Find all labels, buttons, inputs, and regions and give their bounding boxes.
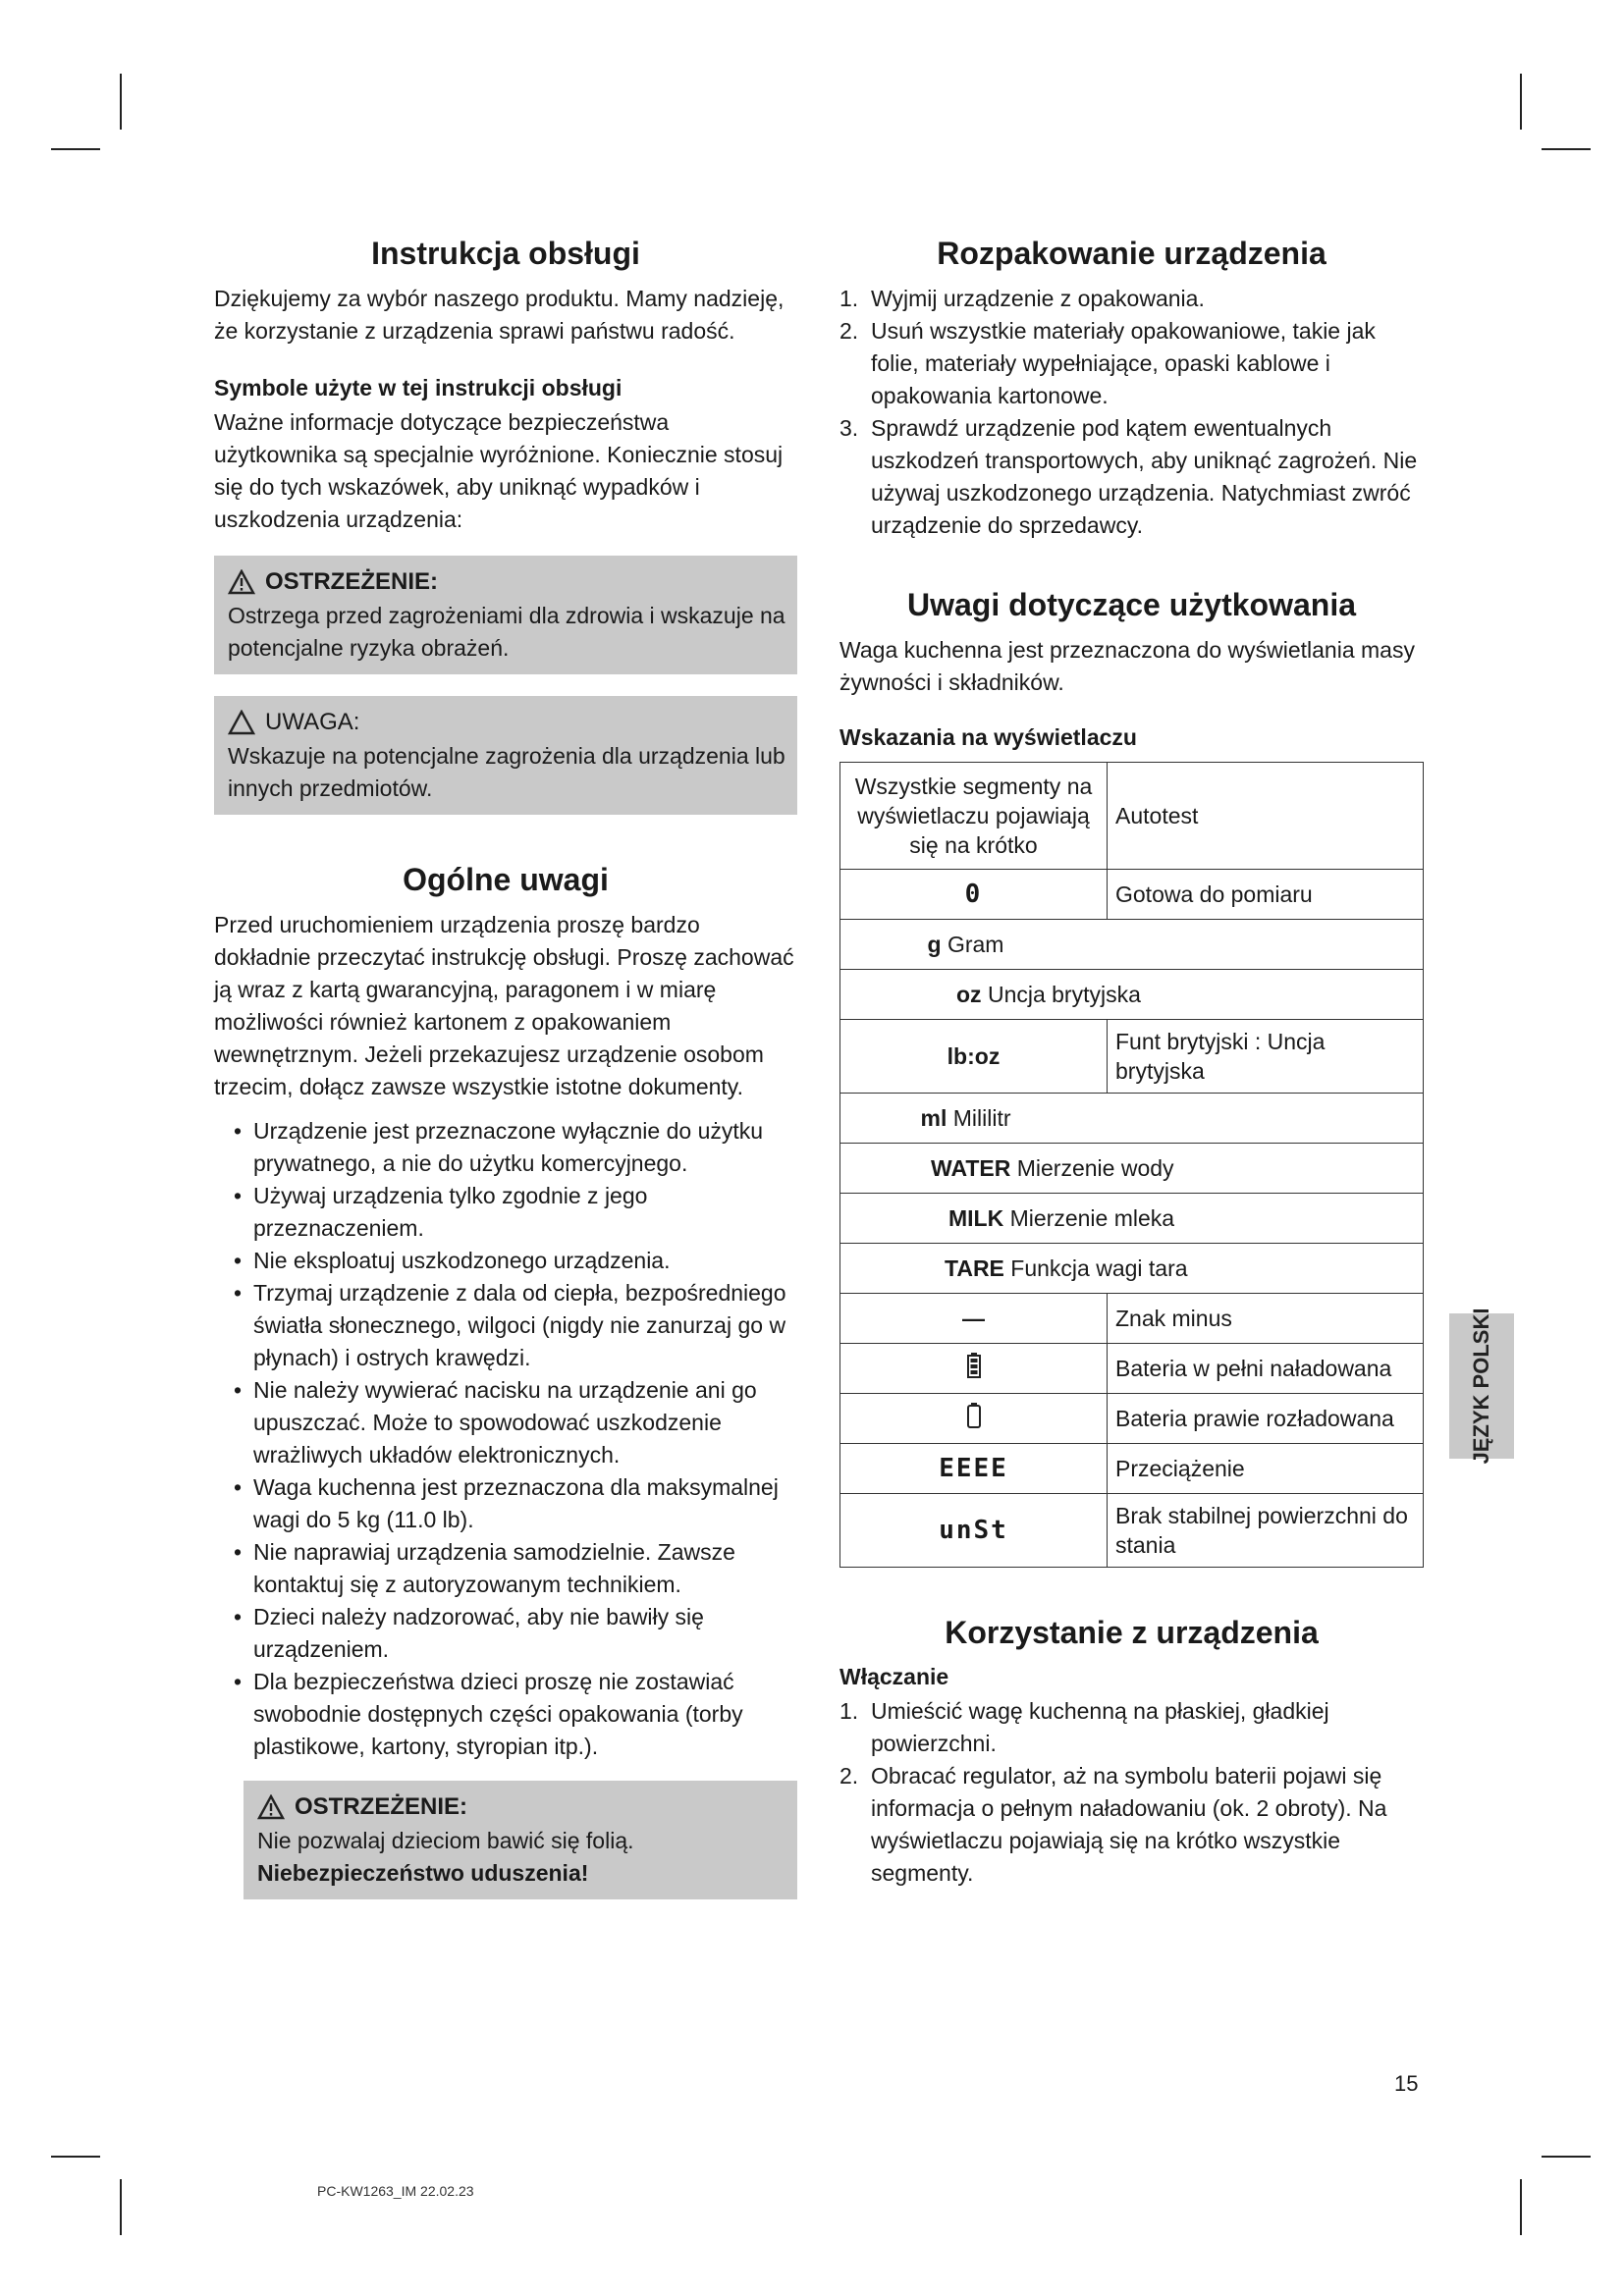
intro-text: Dziękujemy za wybór naszego produktu. Mamy nadzieję, że korzystanie z urządzenia sprawi państwu radość. <box>214 286 785 344</box>
list-item: 1. Wyjmij urządzenie z opakowania. <box>839 286 1205 311</box>
warning-triangle-icon <box>228 569 255 595</box>
display-table <box>839 762 1424 1568</box>
footer-code: PC-KW1263_IM 22.02.23 <box>317 2183 474 2199</box>
crop-mark <box>1542 148 1591 150</box>
table-row <box>840 1194 1424 1244</box>
table-row <box>840 970 1424 1020</box>
crop-mark <box>120 74 122 130</box>
unstable-symbol: unSt <box>939 1516 1008 1545</box>
list-item: • Dla bezpieczeństwa dzieci proszę nie zostawiać swobodnie dostępnych części opakowania (torby plastikowe, kartony, styropian itp.). <box>234 1669 743 1759</box>
table-row <box>840 1444 1424 1494</box>
unit-cell: g Gram <box>840 920 1424 970</box>
list-item: • Dzieci należy nadzorować, aby nie bawiły się urządzeniem. <box>234 1604 704 1662</box>
usage-title: Uwagi dotyczące użytkowania <box>906 587 1356 622</box>
symbol-cell <box>840 1394 1108 1444</box>
list-item: 2. Usuń wszystkie materiały opakowaniowe, takie jak folie, materiały wypełniające, opaski kablowe i opakowania kartonowe. <box>839 318 1376 408</box>
warning-text: Nie pozwalaj dzieciom bawić się folią. Niebezpieczeństwo uduszenia! <box>257 1828 634 1886</box>
mode-cell: WATER Mierzenie wody <box>840 1144 1424 1194</box>
symbol-cell <box>840 1494 1108 1568</box>
table-row <box>840 870 1424 920</box>
table-row <box>840 1294 1424 1344</box>
caution-box <box>214 696 797 815</box>
battery-empty-icon <box>967 1403 981 1428</box>
symbols-heading: Symbole użyte w tej instrukcji obsługi <box>214 375 623 400</box>
list-item: 3. Sprawdź urządzenie pod kątem ewentualnych uszkodzeń transportowych, aby uniknąć zagrożeń. Nie używaj uszkodzonego urządzenia. Natychmiast zwróć urządzenie do sprzedawcy. <box>839 415 1418 538</box>
warning-text: Ostrzega przed zagrożeniami dla zdrowia i wskazuje na potencjalne ryzyka obrażeń. <box>228 603 785 661</box>
on-heading: Włączanie <box>839 1664 949 1689</box>
left-column <box>214 234 797 1899</box>
overload-symbol: EEEE <box>939 1454 1008 1483</box>
warning-title: OSTRZEŻENIE: <box>265 568 439 595</box>
list-item: • Urządzenie jest przeznaczone wyłącznie do użytku prywatnego, a nie do użytku komercyjnego. <box>234 1118 764 1176</box>
symbol-cell <box>840 870 1108 920</box>
list-item: • Nie naprawiaj urządzenia samodzielnie. Zawsze kontaktuj się z autoryzowanym technikiem. <box>234 1539 735 1597</box>
minus-symbol: — <box>962 1306 985 1331</box>
crop-mark <box>1542 2156 1591 2158</box>
list-item: • Nie eksploatuj uszkodzonego urządzenia. <box>234 1248 671 1273</box>
general-text: Przed uruchomieniem urządzenia proszę bardzo dokładnie przeczytać instrukcję obsługi. Proszę zachować ją wraz z kartą gwarancyjną, paragonem i w miarę możliwości również kartonem z opakowaniem wewnętrznym. Jeżeli przekazujesz urządzenie osobom trzecim, dołącz zawsze wszystkie istotne dokumenty. <box>214 912 794 1099</box>
unpack-title: Rozpakowanie urządzenia <box>937 236 1326 271</box>
caution-text: Wskazuje na potencjalne zagrożenia dla urządzenia lub innych przedmiotów. <box>228 743 785 801</box>
description-cell: Autotest <box>1108 763 1424 870</box>
unit-cell: ml Mililitr <box>840 1094 1424 1144</box>
table-row <box>840 1020 1424 1094</box>
list-item: 2. Obracać regulator, aż na symbolu baterii pojawi się informacja o pełnym naładowaniu (ok. 2 obroty). Na wyświetlaczu pojawiają się na krótko wszystkie segmenty. <box>839 1763 1387 1886</box>
page-number: 15 <box>1394 2071 1419 2096</box>
unit-cell: oz Uncja brytyjska <box>840 970 1424 1020</box>
suffocation-warning-box <box>244 1781 797 1899</box>
symbol-cell <box>840 1294 1108 1344</box>
on-steps <box>839 1695 1424 1890</box>
general-title: Ogólne uwagi <box>403 862 609 897</box>
warning-box <box>214 556 797 674</box>
list-item: • Nie należy wywierać nacisku na urządzenie ani go upuszczać. Może to spowodować uszkodzenie wrażliwych układów elektronicznych. <box>234 1377 757 1468</box>
list-item: 1. Umieścić wagę kuchenną na płaskiej, gładkiej powierzchni. <box>839 1698 1329 1756</box>
segment-zero-symbol: 0 <box>964 880 983 909</box>
description-cell: Funt brytyjski : Uncja brytyjska <box>1108 1020 1424 1094</box>
table-row <box>840 1494 1424 1568</box>
crop-mark <box>120 2179 122 2235</box>
unpack-steps <box>839 283 1424 542</box>
warning-title: OSTRZEŻENIE: <box>295 1793 468 1820</box>
crop-mark <box>51 148 100 150</box>
caution-title: UWAGA: <box>265 709 360 735</box>
symbol-cell: Wszystkie segmenty na wyświetlaczu pojawiają się na krótko <box>840 763 1108 870</box>
list-item: • Waga kuchenna jest przeznaczona dla maksymalnej wagi do 5 kg (11.0 lb). <box>234 1474 779 1532</box>
symbol-cell: lb:oz <box>840 1020 1108 1094</box>
crop-mark <box>51 2156 100 2158</box>
language-tab <box>1449 1308 1514 1465</box>
table-row <box>840 1344 1424 1394</box>
description-cell: Bateria w pełni naładowana <box>1108 1344 1424 1394</box>
table-row <box>840 920 1424 970</box>
mode-cell: MILK Mierzenie mleka <box>840 1194 1424 1244</box>
usage-text: Waga kuchenna jest przeznaczona do wyświetlania masy żywności i składników. <box>839 637 1415 695</box>
table-row <box>840 1094 1424 1144</box>
table-row <box>840 1144 1424 1194</box>
display-heading: Wskazania na wyświetlaczu <box>839 724 1137 750</box>
table-row <box>840 763 1424 870</box>
mode-cell: TARE Funkcja wagi tara <box>840 1244 1424 1294</box>
description-cell: Bateria prawie rozładowana <box>1108 1394 1424 1444</box>
crop-mark <box>1520 74 1522 130</box>
list-item: • Trzymaj urządzenie z dala od ciepła, bezpośredniego światła słonecznego, wilgoci (nigdy nie zanurzaj go w płynach) i ostrych krawędzi. <box>234 1280 786 1370</box>
description-cell: Gotowa do pomiaru <box>1108 870 1424 920</box>
list-item: • Używaj urządzenia tylko zgodnie z jego przeznaczeniem. <box>234 1183 648 1241</box>
right-column <box>839 234 1424 1890</box>
table-row <box>840 1394 1424 1444</box>
symbols-text: Ważne informacje dotyczące bezpieczeństwa użytkownika są specjalnie wyróżnione. Koniecznie stosuj się do tych wskazówek, aby uniknąć wypadków i uszkodzenia urządzenia: <box>214 409 784 532</box>
symbol-cell <box>840 1444 1108 1494</box>
table-row <box>840 1244 1424 1294</box>
manual-title: Instrukcja obsługi <box>371 236 640 271</box>
symbol-cell <box>840 1344 1108 1394</box>
warning-triangle-icon <box>257 1794 285 1820</box>
description-cell: Przeciążenie <box>1108 1444 1424 1494</box>
description-cell: Znak minus <box>1108 1294 1424 1344</box>
use-title: Korzystanie z urządzenia <box>945 1615 1319 1650</box>
crop-mark <box>1520 2179 1522 2235</box>
description-cell: Brak stabilnej powierzchni do stania <box>1108 1494 1424 1568</box>
battery-full-icon <box>967 1353 981 1378</box>
caution-triangle-icon <box>228 710 255 735</box>
language-label: JĘZYK POLSKI <box>1469 1308 1493 1465</box>
general-bullets <box>214 1115 797 1763</box>
